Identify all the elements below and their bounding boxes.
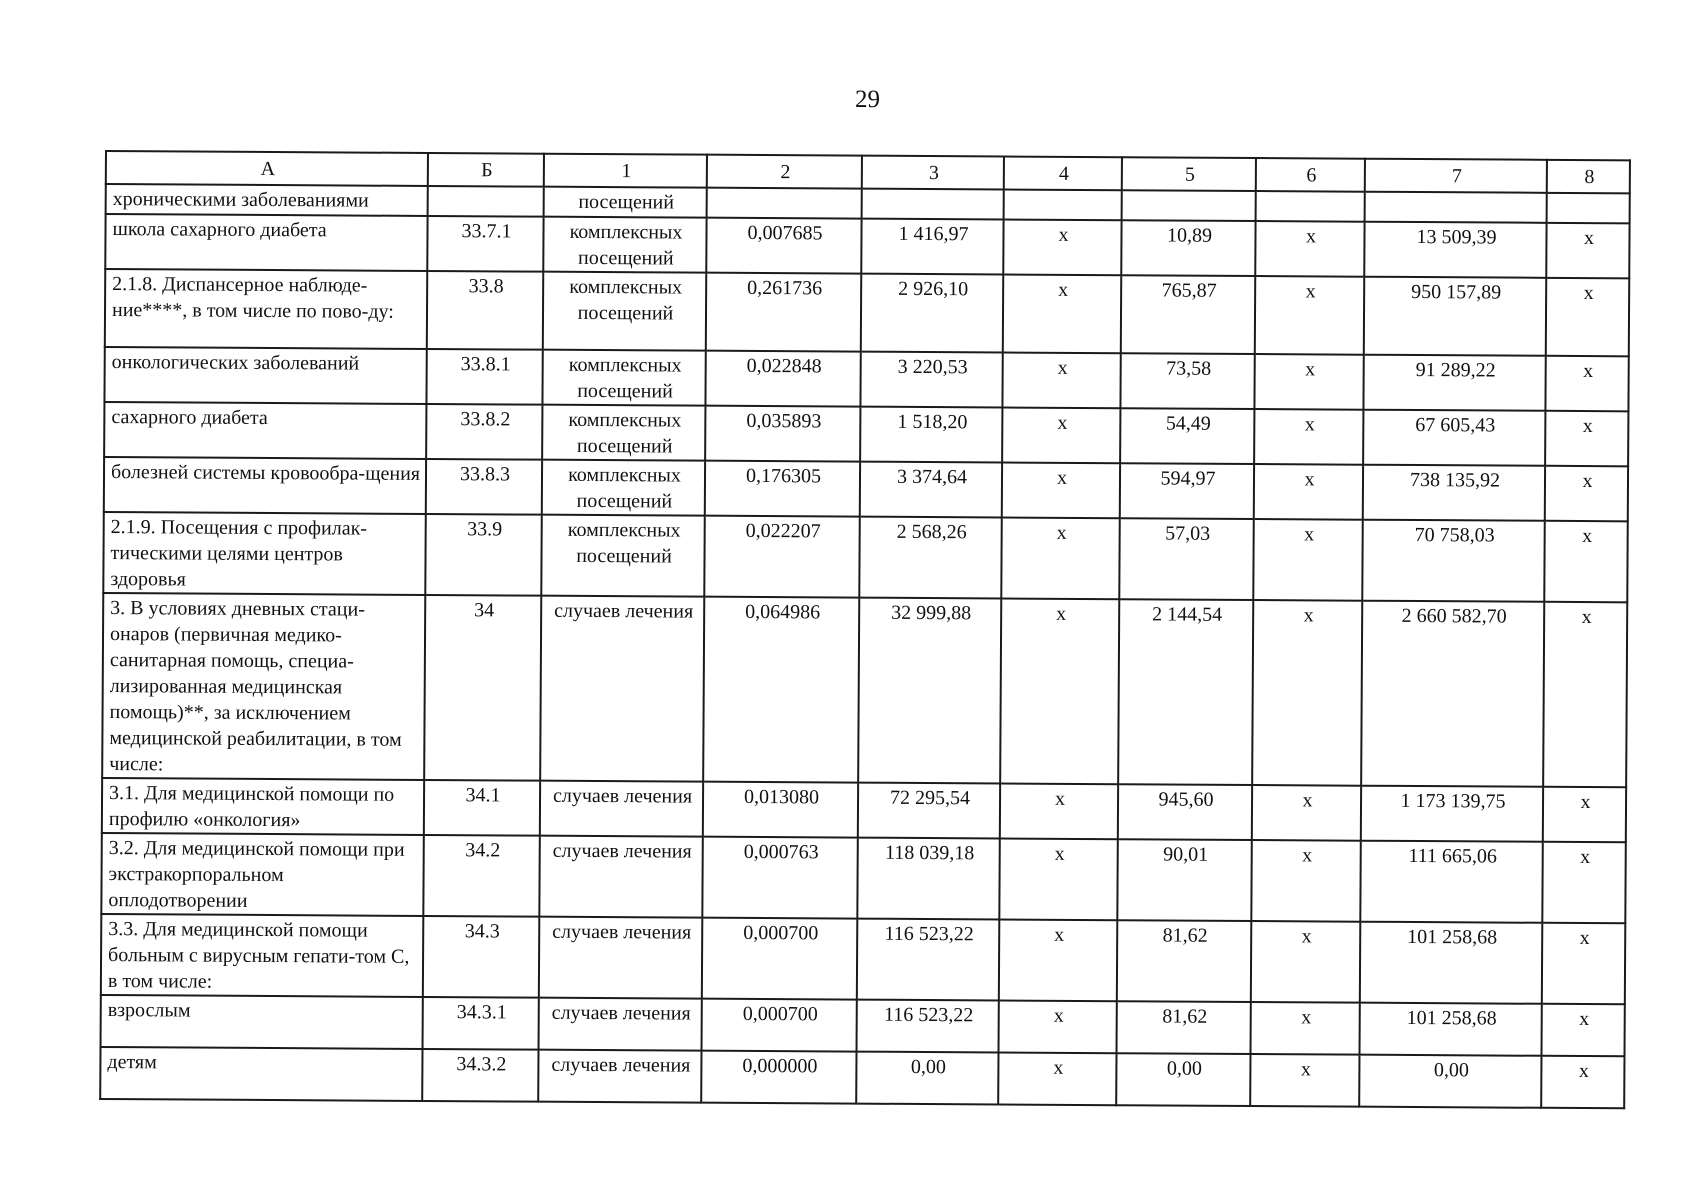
table-cell: 10,89 <box>1121 220 1255 276</box>
table-cell: х <box>1545 411 1628 467</box>
table-cell: случаев лечения <box>539 836 702 918</box>
table-cell: х <box>1000 598 1119 784</box>
table-cell: х <box>1250 1002 1359 1055</box>
table-cell: х <box>1253 519 1362 601</box>
row-label-cell: школа сахарного диабета <box>105 214 427 271</box>
table-cell: х <box>1541 1004 1624 1057</box>
table-cell <box>1547 193 1630 224</box>
table-cell: 90,01 <box>1117 839 1251 921</box>
table-row <box>105 269 1629 356</box>
table-cell: х <box>1546 278 1629 357</box>
table-cell: х <box>1002 407 1120 463</box>
table-cell: 1 173 139,75 <box>1361 786 1543 842</box>
row-label-cell: взрослым <box>101 995 423 1049</box>
table-cell: 3 220,53 <box>860 352 1002 408</box>
table-cell: 0,022207 <box>704 516 859 598</box>
table-cell: х <box>1542 842 1625 924</box>
table-row <box>104 347 1628 411</box>
table-cell: 0,00 <box>1359 1055 1541 1108</box>
table-cell: х <box>1545 466 1628 522</box>
table-cell: х <box>1002 462 1120 518</box>
table-cell: х <box>1251 921 1360 1003</box>
table-cell: 3 374,64 <box>860 462 1002 518</box>
table-cell: 101 258,68 <box>1360 922 1542 1004</box>
table-cell: х <box>1250 1054 1359 1107</box>
table-cell: 2 926,10 <box>861 274 1003 353</box>
table-cell: х <box>1254 409 1363 465</box>
table-cell: х <box>1546 223 1629 279</box>
column-header: 5 <box>1122 157 1256 191</box>
table-cell: 950 157,89 <box>1364 277 1546 356</box>
table-cell: х <box>1003 274 1121 353</box>
table-cell: 0,000000 <box>701 1051 856 1104</box>
table-cell: 0,00 <box>1116 1053 1250 1106</box>
table-cell: 0,000763 <box>702 837 857 919</box>
row-label-cell: болезней системы кровообра-щения <box>104 457 426 514</box>
table-cell: х <box>1252 600 1362 786</box>
data-table <box>99 150 1631 1109</box>
table-cell: 54,49 <box>1120 408 1254 464</box>
table-cell: 118 039,18 <box>857 838 999 920</box>
row-label-cell: детям <box>100 1047 422 1101</box>
table-cell: х <box>1252 785 1361 841</box>
table-cell: комплексных посещений <box>543 217 706 273</box>
table-cell <box>1365 192 1547 223</box>
table-cell <box>428 186 544 217</box>
table-cell: х <box>1002 352 1120 408</box>
table-cell <box>707 188 862 219</box>
column-header: 1 <box>544 154 707 188</box>
table-row <box>102 593 1627 787</box>
table-cell: 33.8.3 <box>426 459 542 515</box>
table-cell: 91 289,22 <box>1363 355 1545 411</box>
row-label-cell: 2.1.8. Диспансерное наблюде-ние****, в том числе по пово-ду: <box>105 269 427 349</box>
table-cell: х <box>1254 354 1363 410</box>
column-header: Б <box>428 153 544 187</box>
table-cell: х <box>999 919 1117 1001</box>
table-cell: комплексных посещений <box>543 272 706 351</box>
table-cell: 594,97 <box>1120 463 1254 519</box>
table-cell: 0,00 <box>856 1052 998 1105</box>
table-cell: 33.8 <box>427 271 543 350</box>
table-row <box>102 778 1626 842</box>
table-cell: х <box>1544 521 1627 603</box>
table-cell: случаев лечения <box>540 781 703 837</box>
table-cell: 34.3.1 <box>423 997 539 1050</box>
table-cell: 111 665,06 <box>1360 841 1542 923</box>
table-cell: 72 295,54 <box>858 783 1000 839</box>
table-cell: 33.8.2 <box>426 404 542 460</box>
table-cell: 32 999,88 <box>858 598 1001 784</box>
table-cell: 34.3 <box>423 916 539 998</box>
row-label-cell: онкологических заболеваний <box>104 347 426 404</box>
table-row <box>104 457 1628 521</box>
table-cell: посещений <box>544 187 707 218</box>
table-cell: 33.9 <box>425 514 541 596</box>
table-cell: случаев лечения <box>540 596 704 782</box>
table-cell: случаев лечения <box>539 998 702 1051</box>
row-label-cell: 3.2. Для медицинской помощи при экстракорпоральном оплодотворении <box>101 833 423 916</box>
table-cell: х <box>1543 602 1627 788</box>
table-cell: 70 758,03 <box>1362 520 1544 602</box>
table-cell: комплексных посещений <box>542 350 705 406</box>
column-header: 8 <box>1547 160 1630 194</box>
table-cell: комплексных посещений <box>542 405 705 461</box>
column-header: 4 <box>1004 156 1122 190</box>
column-header: 6 <box>1256 158 1365 192</box>
table-cell: х <box>1542 923 1625 1005</box>
table-cell: х <box>1003 219 1121 275</box>
table-cell: 34.3.2 <box>422 1049 538 1102</box>
table-row <box>103 512 1627 602</box>
table-cell: 0,000700 <box>702 918 857 1000</box>
table-cell: 0,064986 <box>703 597 859 783</box>
table-row <box>100 1047 1624 1108</box>
table-cell: х <box>998 1052 1116 1105</box>
table-cell: 2 660 582,70 <box>1361 601 1544 787</box>
table-row <box>101 914 1625 1004</box>
table-cell <box>1004 189 1122 220</box>
column-header: 3 <box>862 156 1004 190</box>
table-cell: 73,58 <box>1120 353 1254 409</box>
table-cell <box>862 189 1004 220</box>
table-cell: комплексных посещений <box>541 515 704 597</box>
table-cell: 116 523,22 <box>857 1000 999 1053</box>
column-header: 2 <box>707 155 862 189</box>
page-number: 29 <box>855 86 880 113</box>
table-cell: 34.2 <box>423 835 539 917</box>
table-row <box>105 214 1629 278</box>
table-row <box>101 995 1625 1056</box>
table-cell: 0,022848 <box>705 351 860 407</box>
table-cell: 34 <box>424 595 541 781</box>
table-cell: х <box>1541 1056 1624 1109</box>
row-label-cell: хроническими заболеваниями <box>106 184 428 216</box>
table-cell: случаев лечения <box>539 917 702 999</box>
table-cell: 81,62 <box>1117 920 1251 1002</box>
table-cell <box>1122 190 1256 221</box>
table-cell: 33.8.1 <box>426 349 542 405</box>
row-label-cell: 3.3. Для медицинской помощи больным с вирусным гепати-том С, в том числе: <box>101 914 423 997</box>
table-cell: х <box>1000 783 1118 839</box>
table-cell: 34.1 <box>424 780 540 836</box>
table-cell: комплексных посещений <box>542 460 705 516</box>
table-cell: 0,035893 <box>705 406 860 462</box>
table-cell: 2 568,26 <box>859 517 1001 599</box>
table-cell: х <box>1254 464 1363 520</box>
table-cell: 738 135,92 <box>1363 465 1545 521</box>
row-label-cell: 2.1.9. Посещения с профилак-тическими целями центров здоровья <box>103 512 425 595</box>
table-cell: 81,62 <box>1117 1001 1251 1054</box>
table-cell: 765,87 <box>1121 275 1255 354</box>
table-cell: х <box>999 838 1117 920</box>
table-cell: 13 509,39 <box>1364 222 1546 278</box>
table-cell: 0,013080 <box>703 782 858 838</box>
row-label-cell: 3. В условиях дневных стаци-онаров (первичная медико-санитарная помощь, специа-лизированная медицинская помощь)**, за исключением медицинской реабилитации, в том числе: <box>102 593 425 780</box>
row-label-cell: сахарного диабета <box>104 402 426 459</box>
table-row <box>101 833 1625 923</box>
table-cell: х <box>1545 356 1628 412</box>
table-cell: 0,007685 <box>706 218 861 274</box>
table-cell: 0,000700 <box>702 999 857 1052</box>
table-cell: 945,60 <box>1118 784 1252 840</box>
table-cell: 101 258,68 <box>1359 1003 1541 1056</box>
table-cell: 2 144,54 <box>1118 599 1253 785</box>
table-cell: х <box>1001 517 1119 599</box>
table-cell: х <box>1251 840 1360 922</box>
table-cell <box>1256 191 1365 222</box>
table-cell: 57,03 <box>1119 518 1253 600</box>
table-cell: 67 605,43 <box>1363 410 1545 466</box>
column-header: А <box>106 151 428 186</box>
column-header: 7 <box>1365 159 1547 193</box>
table-cell: 116 523,22 <box>857 919 999 1001</box>
table-cell: 1 518,20 <box>860 407 1002 463</box>
table-cell: х <box>1543 787 1626 843</box>
table-cell: х <box>999 1000 1117 1053</box>
table-cell: х <box>1255 221 1364 277</box>
table-cell: х <box>1255 276 1364 355</box>
table-cell: 1 416,97 <box>861 219 1003 275</box>
table-cell: случаев лечения <box>538 1050 701 1103</box>
table-cell: 33.7.1 <box>427 216 543 272</box>
table-cell: 0,176305 <box>705 461 860 517</box>
row-label-cell: 3.1. Для медицинской помощи по профилю «онкология» <box>102 778 424 835</box>
table-cell: 0,261736 <box>706 273 861 352</box>
table-row <box>104 402 1628 466</box>
